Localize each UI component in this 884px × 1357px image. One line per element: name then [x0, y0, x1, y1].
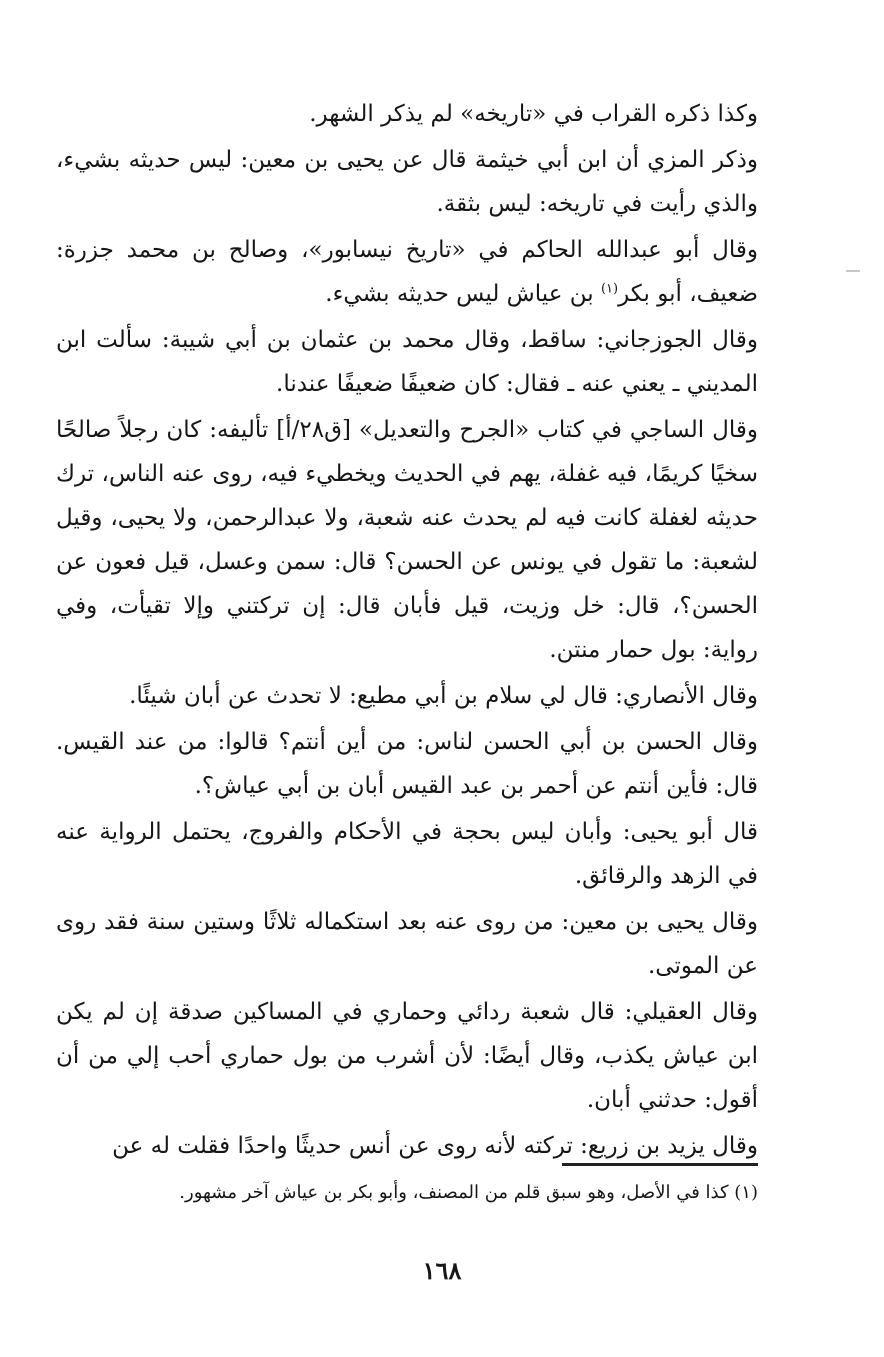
- footnote: (١) كذا في الأصل، وهو سبق قلم من المصنف، وأبو بكر بن عياش آخر مشهور.: [179, 1182, 758, 1203]
- paragraph-10: وقال العقيلي: قال شعبة ردائي وحماري في المساكين صدقة إن لم يكن ابن عياش يكذب، وقال أيضًا: لأن أشرب من بول حماري أحب إلي من أن أقول: حدثني أبان.: [56, 999, 758, 1113]
- paragraph-8: قال أبو يحيى: وأبان ليس بحجة في الأحكام والفروج، يحتمل الرواية عنه في الزهد والرقائق.: [56, 819, 758, 889]
- paragraph-4: وقال الجوزجاني: ساقط، وقال محمد بن عثمان بن أبي شيبة: سألت ابن المديني ـ يعني عنه ـ فقال: كان ضعيفًا ضعيفًا عندنا.: [56, 327, 758, 397]
- paragraph-11: وقال يزيد بن زريع: تركته لأنه روى عن أنس حديثًا واحدًا فقلت له عن: [112, 1133, 758, 1159]
- footnote-reference: (١): [600, 281, 619, 297]
- paragraph-5: وقال الساجي في كتاب «الجرح والتعديل» [ق٢٨/أ] تأليفه: كان رجلاً صالحًا سخيًا كريمًا، فيه غفلة، يهم في الحديث ويخطيء فيه، روى عنه الناس، ترك حديثه لغفلة كانت فيه لم يحدث عنه شعبة، ولا عبدالرحمن، ولا يحيى، وقيل لشعبة: ما تقول في يونس عن الحسن؟ قال: سمن وعسل، قيل فعون عن الحسن؟، قال: خل وزيت، قيل فأبان قال: إن تركتني وإلا تقيأت، وفي رواية: بول حمار منتن.: [56, 417, 758, 663]
- margin-mark: [846, 270, 860, 272]
- paragraph-3-tail: بن عياش ليس حديثه بشيء.: [325, 281, 594, 307]
- paragraph-7: وقال الحسن بن أبي الحسن لناس: من أين أنتم؟ قالوا: من عند القيس. قال: فأين أنتم عن أحمر بن عبد القيس أبان بن أبي عياش؟.: [56, 729, 758, 799]
- paragraph-6: وقال الأنصاري: قال لي سلام بن أبي مطيع: لا تحدث عن أبان شيئًا.: [129, 683, 758, 709]
- footnote-divider: [562, 1163, 758, 1166]
- main-text: [56, 92, 758, 1170]
- page-number: ١٦٨: [422, 1256, 462, 1285]
- paragraph-3: [56, 228, 758, 316]
- paragraph-9: وقال يحيى بن معين: من روى عنه بعد استكماله ثلاثًا وستين سنة فقد روى عن الموتى.: [56, 909, 758, 979]
- paragraph-3-text: وقال أبو عبدالله الحاكم في «تاريخ نيسابور»، وصالح بن محمد جزرة: ضعيف، أبو بكر: [56, 237, 758, 307]
- paragraph-1: وكذا ذكره القراب في «تاريخه» لم يذكر الشهر.: [309, 101, 758, 127]
- paragraph-2: وذكر المزي أن ابن أبي خيثمة قال عن يحيى بن معين: ليس حديثه بشيء، والذي رأيت في تاريخه: ليس بثقة.: [56, 147, 758, 217]
